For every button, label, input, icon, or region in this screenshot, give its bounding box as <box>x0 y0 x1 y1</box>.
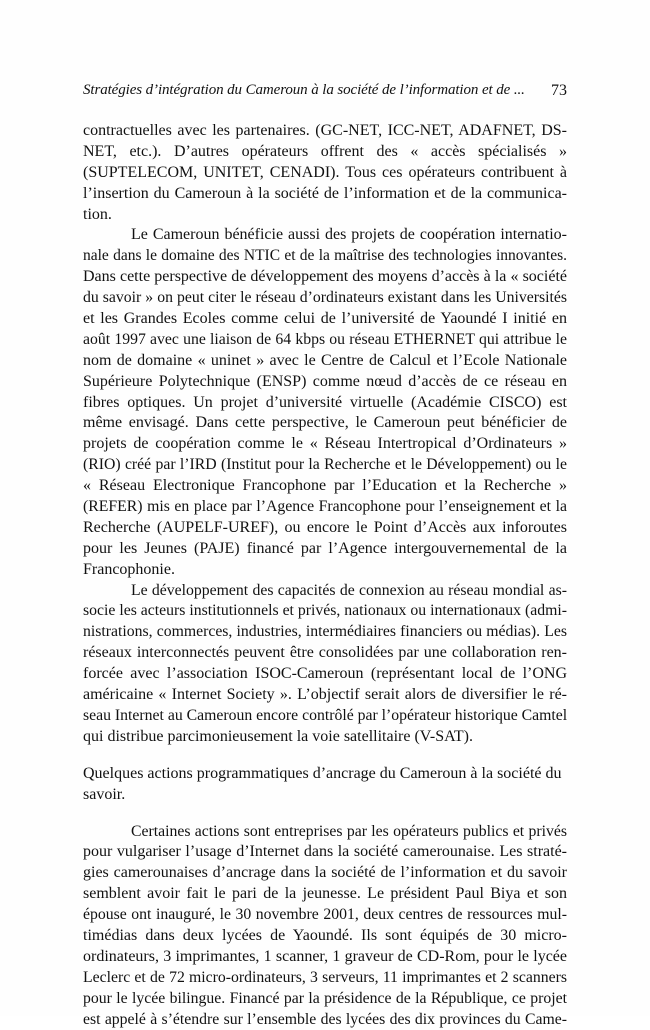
text-line: août 1997 avec une liaison de 64 kbps ou réseau ETHERNET qui attribue le <box>83 330 567 351</box>
text-line: pour le lycée bilingue. Financé par la présidence de la République, ce projet <box>83 989 567 1010</box>
text-line: qui distribue parcimonieusement la voie satellitaire (V-SAT). <box>83 727 567 748</box>
text-line: l’insertion du Cameroun à la société de l’information et de la communica- <box>83 184 567 205</box>
paragraph-continuation <box>83 121 567 225</box>
text-line: Le développement des capacités de connexion au réseau mondial as- <box>83 581 567 602</box>
text-line: fibres optiques. Un projet d’université virtuelle (Académie CISCO) est <box>83 393 567 414</box>
text-line: timédias dans deux lycées de Yaoundé. Ils sont équipés de 30 micro- <box>83 926 567 947</box>
text-line: du savoir » on peut citer le réseau d’ordinateurs existant dans les Universités <box>83 288 567 309</box>
text-line: NET, etc.). D’autres opérateurs offrent des « accès spécialisés » <box>83 142 567 163</box>
heading-line: savoir. <box>83 785 567 806</box>
running-title: Stratégies d’intégration du Cameroun à la société de l’information et de ... <box>83 82 525 99</box>
section-heading <box>83 764 567 806</box>
text-line: nale dans le domaine des NTIC et de la maîtrise des technologies innovantes. <box>83 246 567 267</box>
text-line: nistrations, commerces, industries, intermédiaires financiers ou médias). Les <box>83 622 567 643</box>
text-line: Dans cette perspective de développement des moyens d’accès à la « société <box>83 267 567 288</box>
spacer <box>83 806 567 822</box>
body-text <box>83 121 567 1030</box>
text-line: Leclerc et de 72 micro-ordinateurs, 3 serveurs, 11 imprimantes et 2 scanners <box>83 968 567 989</box>
text-line: même envisagé. Dans cette perspective, le Cameroun peut bénéficier de <box>83 413 567 434</box>
text-line: « Réseau Electronique Francophone par l’Education et la Recherche » <box>83 476 567 497</box>
text-line: Supérieure Polytechnique (ENSP) comme nœud d’accès de ce réseau en <box>83 372 567 393</box>
text-line: seau Internet au Cameroun encore contrôlé par l’opérateur historique Camtel <box>83 706 567 727</box>
running-header <box>83 82 567 104</box>
heading-line: Quelques actions programmatiques d’ancrage du Cameroun à la société du <box>83 764 567 785</box>
text-line: et les Grandes Ecoles comme celui de l’université de Yaoundé I initié en <box>83 309 567 330</box>
text-line: socie les acteurs institutionnels et privés, nationaux ou internationaux (admi- <box>83 601 567 622</box>
text-line: Francophonie. <box>83 560 567 581</box>
text-line: (REFER) mis en place par l’Agence Francophone pour l’enseignement et la <box>83 497 567 518</box>
paragraph-actions <box>83 822 567 1030</box>
text-line: épouse ont inauguré, le 30 novembre 2001, deux centres de ressources mul- <box>83 905 567 926</box>
text-line: nom de domaine « uninet » avec le Centre de Calcul et l’Ecole Nationale <box>83 351 567 372</box>
text-line: (SUPTELECOM, UNITET, CENADI). Tous ces opérateurs contribuent à <box>83 163 567 184</box>
text-line: forcée avec l’association ISOC-Cameroun (représentant local de l’ONG <box>83 664 567 685</box>
text-line: projets de coopération comme le « Réseau Intertropical d’Ordinateurs » <box>83 434 567 455</box>
paragraph-connexion <box>83 581 567 748</box>
text-line: Recherche (AUPELF-UREF), ou encore le Point d’Accès aux inforoutes <box>83 518 567 539</box>
page-number: 73 <box>551 82 567 100</box>
spacer <box>83 748 567 764</box>
text-line: est appelé à s’étendre sur l’ensemble des lycées des dix provinces du Came- <box>83 1010 567 1030</box>
text-line: réseaux interconnectés peuvent être consolidées par une collaboration ren- <box>83 643 567 664</box>
text-line: tion. <box>83 205 567 226</box>
text-line: américaine « Internet Society ». L’objectif serait alors de diversifier le ré- <box>83 685 567 706</box>
paragraph-cooperation <box>83 225 567 580</box>
text-line: pour les Jeunes (PAJE) financé par l’Agence intergouvernemental de la <box>83 539 567 560</box>
text-line: gies camerounaises d’ancrage dans la société de l’information et du savoir <box>83 863 567 884</box>
text-line: (RIO) créé par l’IRD (Institut pour la Recherche et le Développement) ou le <box>83 455 567 476</box>
text-line: pour vulgariser l’usage d’Internet dans la société camerounaise. Les straté- <box>83 842 567 863</box>
text-line: Le Cameroun bénéficie aussi des projets de coopération internatio- <box>83 225 567 246</box>
text-line: Certaines actions sont entreprises par les opérateurs publics et privés <box>83 822 567 843</box>
text-line: ordinateurs, 3 imprimantes, 1 scanner, 1 graveur de CD-Rom, pour le lycée <box>83 947 567 968</box>
text-line: semblent avoir fait le pari de la jeunesse. Le président Paul Biya et son <box>83 884 567 905</box>
text-line: contractuelles avec les partenaires. (GC-NET, ICC-NET, ADAFNET, DS- <box>83 121 567 142</box>
